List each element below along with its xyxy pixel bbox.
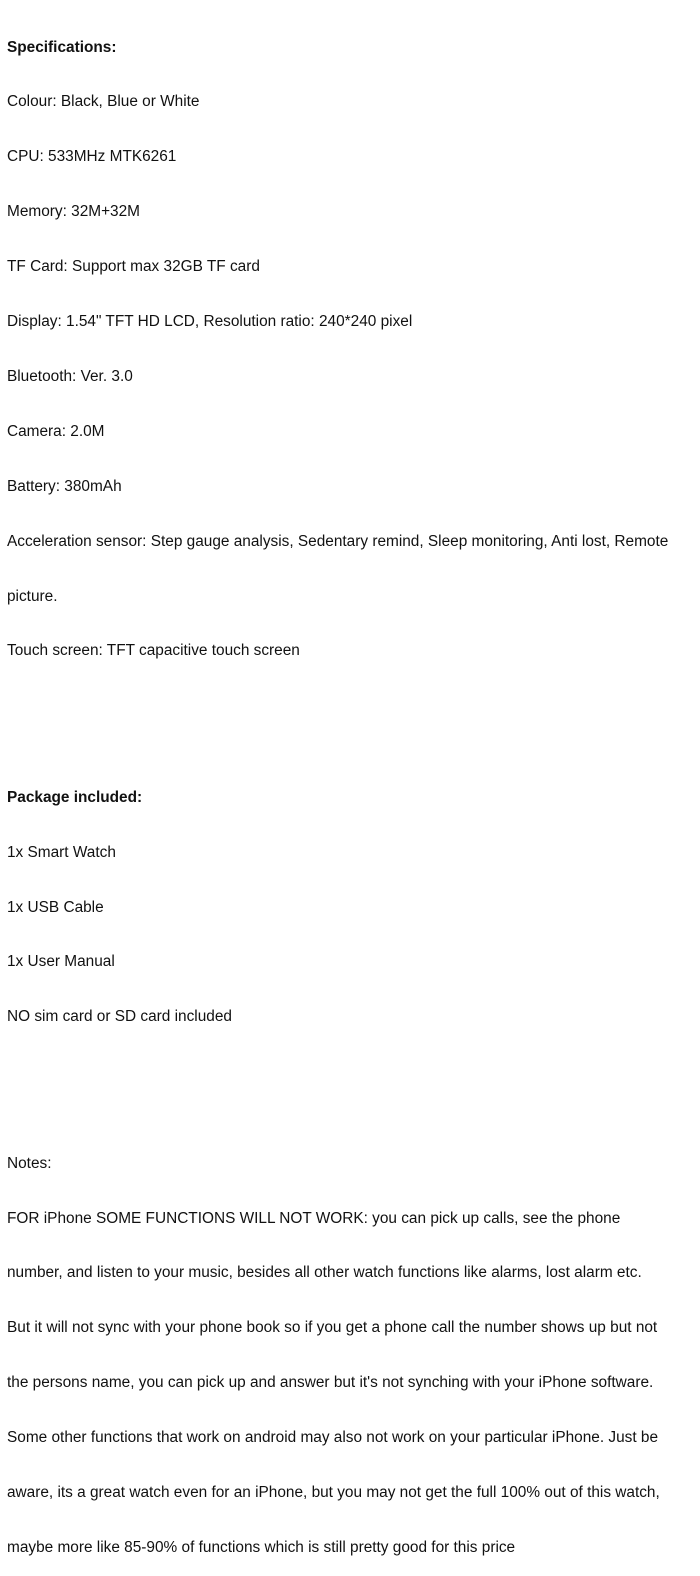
spec-touch-screen: Touch screen: TFT capacitive touch screen — [7, 642, 300, 660]
notes-line: number, and listen to your music, besides all other watch functions like alarms, lost alarm etc. — [7, 1264, 642, 1282]
specifications-heading: Specifications: — [7, 38, 117, 56]
spec-acceleration-sensor: Acceleration sensor: Step gauge analysis, Sedentary remind, Sleep monitoring, Anti lost, Remote — [7, 532, 669, 550]
spec-bluetooth: Bluetooth: Ver. 3.0 — [7, 367, 133, 385]
package-heading: Package included: — [7, 788, 143, 806]
notes-line: maybe more like 85-90% of functions which is still pretty good for this price — [7, 1538, 516, 1556]
notes-heading: Notes: — [7, 1154, 52, 1172]
package-note-no-sim: NO sim card or SD card included — [7, 1008, 232, 1026]
notes-line: the persons name, you can pick up and answer but it's not synching with your iPhone software. — [7, 1374, 654, 1392]
section-spacer — [7, 716, 700, 734]
spec-battery: Battery: 380mAh — [7, 477, 122, 495]
section-spacer — [7, 1082, 700, 1100]
spec-tf-card: TF Card: Support max 32GB TF card — [7, 258, 260, 276]
package-item-usb-cable: 1x USB Cable — [7, 898, 104, 916]
spec-colour: Colour: Black, Blue or White — [7, 93, 200, 111]
spec-memory: Memory: 32M+32M — [7, 203, 140, 221]
package-item-watch: 1x Smart Watch — [7, 843, 116, 861]
spec-display: Display: 1.54" TFT HD LCD, Resolution ratio: 240*240 pixel — [7, 313, 413, 331]
package-item-manual: 1x User Manual — [7, 953, 115, 971]
notes-line: FOR iPhone SOME FUNCTIONS WILL NOT WORK: you can pick up calls, see the phone — [7, 1209, 621, 1227]
spec-camera: Camera: 2.0M — [7, 422, 105, 440]
notes-line: But it will not sync with your phone book so if you get a phone call the number shows up but not — [7, 1319, 658, 1337]
spec-cpu: CPU: 533MHz MTK6261 — [7, 148, 177, 166]
spec-acceleration-sensor-continued: picture. — [7, 587, 58, 605]
notes-line: Some other functions that work on android may also not work on your particular iPhone. Just be — [7, 1429, 659, 1447]
notes-line: aware, its a great watch even for an iPhone, but you may not get the full 100% out of this watch, — [7, 1484, 660, 1502]
